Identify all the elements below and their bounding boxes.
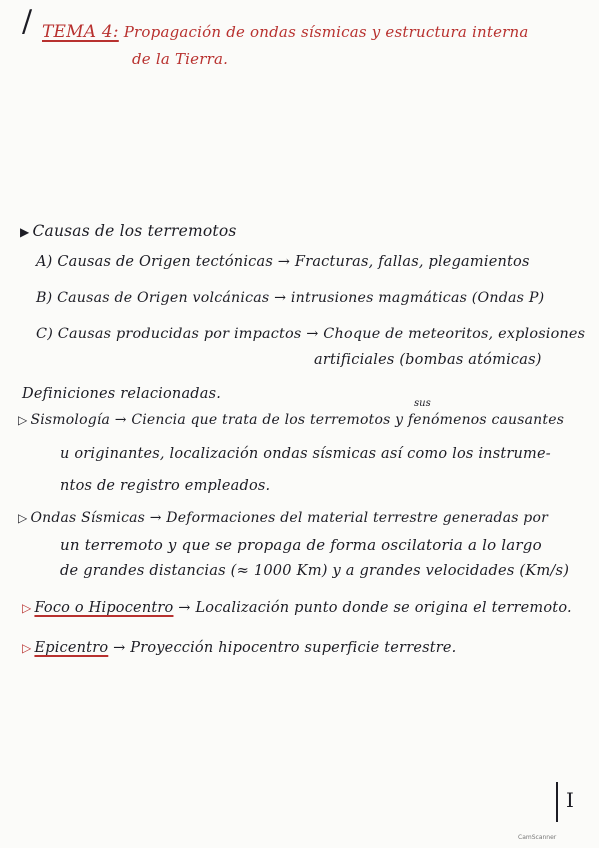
sismologia-arrow-icon: ▷ <box>18 413 28 427</box>
causes-heading <box>20 222 237 240</box>
sismologia-line-1 <box>18 412 564 428</box>
epicentro-term: Epicentro <box>34 640 109 656</box>
cause-a: A) Causas de Origen tectónicas → Fracturas, fallas, plegamientos <box>36 254 530 270</box>
ondas-line-3: de grandes distancias (≈ 1000 Km) y a grandes velocidades (Km/s) <box>60 562 570 579</box>
ondas-line-2: un terremoto y que se propaga de forma oscilatoria a lo largo <box>60 536 542 554</box>
foco-term: Foco o Hipocentro <box>34 600 174 616</box>
sismologia-line-2: u originantes, localización ondas sísmicas así como los instrume- <box>60 446 551 462</box>
sismologia-insertion: sus <box>414 398 431 409</box>
cause-b: B) Causas de Origen volcánicas → intrusiones magmáticas (Ondas P) <box>36 290 545 306</box>
tema-title: Propagación de ondas sísmicas y estructura interna <box>123 23 529 41</box>
epicentro-definition: → Proyección hipocentro superficie terrestre. <box>113 640 457 656</box>
tema-label: TEMA 4: <box>42 22 119 42</box>
cause-c-continued: artificiales (bombas atómicas) <box>314 352 542 368</box>
heading-arrow-icon: ▶ <box>20 225 30 239</box>
page-mark: I <box>566 788 574 812</box>
ondas-arrow-icon: ▷ <box>18 511 28 525</box>
sismologia-line-3: ntos de registro empleados. <box>60 478 271 494</box>
topic-title-line-2: de la Tierra. <box>132 50 229 68</box>
ondas-text: Ondas Sísmicas → Deformaciones del material terrestre generadas por <box>30 510 548 526</box>
topic-title-line-1 <box>42 22 529 42</box>
epicentro-line <box>22 640 457 656</box>
definitions-heading: Definiciones relacionadas. <box>22 386 222 402</box>
foco-definition: → Localización punto donde se origina el terremoto. <box>178 600 572 616</box>
cause-c: C) Causas producidas por impactos → Choque de meteoritos, explosiones <box>36 326 586 342</box>
header-slash: / <box>22 4 33 39</box>
causes-heading-text: Causas de los terremotos <box>32 222 237 240</box>
foco-line <box>22 600 572 616</box>
scanner-footer: CamScanner <box>518 834 557 841</box>
foco-arrow-icon: ▷ <box>22 601 32 615</box>
epicentro-arrow-icon: ▷ <box>22 641 32 655</box>
ondas-line-1 <box>18 510 548 526</box>
sismologia-text: Sismología → Ciencia que trata de los terremotos y fenómenos causantes <box>30 412 565 428</box>
page-mark-bracket <box>556 782 558 822</box>
